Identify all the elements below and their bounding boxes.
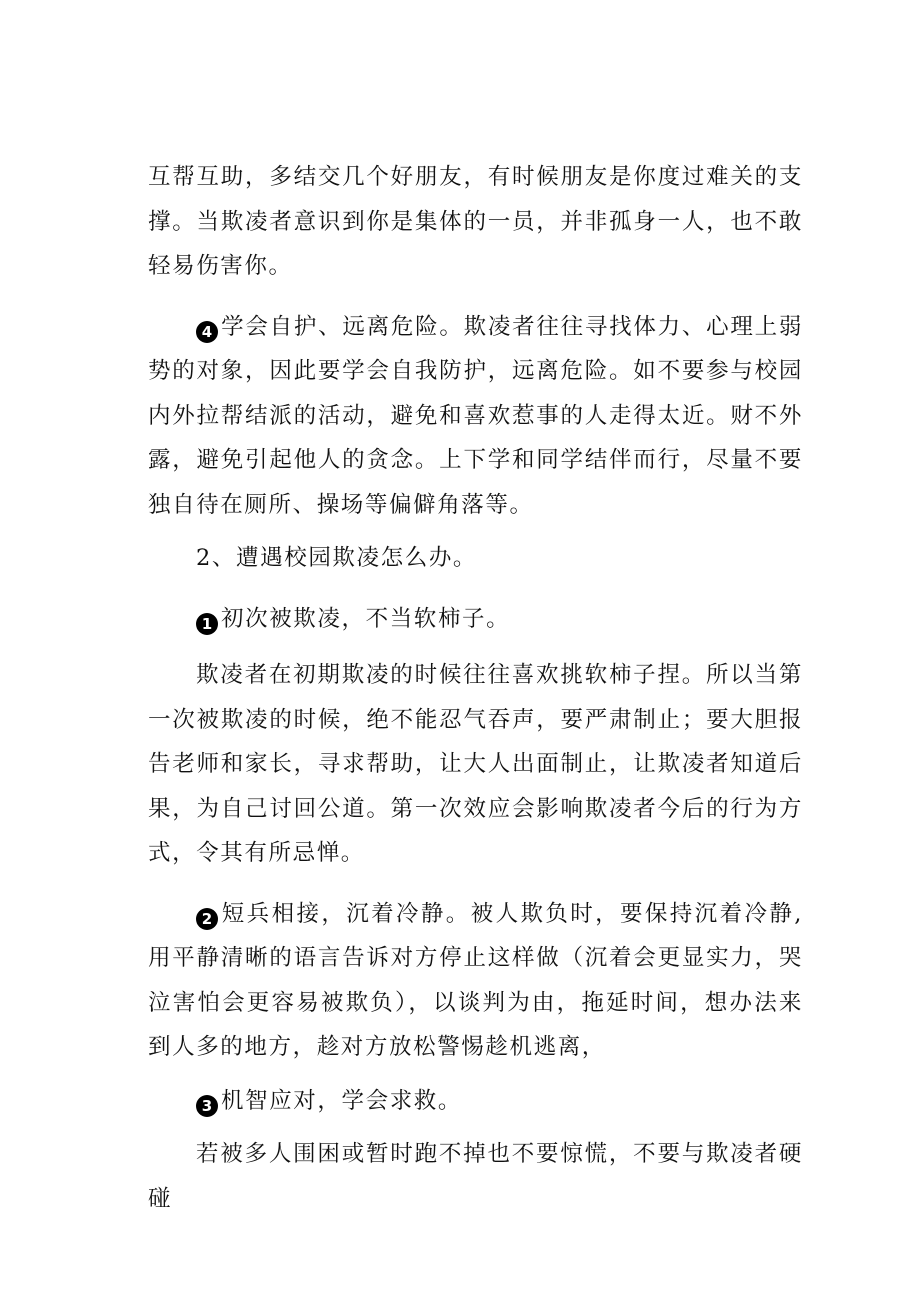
continued-paragraph: 互帮互助，多结交几个好朋友，有时候朋友是你度过难关的支撑。当欺凌者意识到你是集体的一员，并非孤身一人，也不敢轻易伤害你。 [148,164,803,279]
item-3-heading-text: 机智应对，学会求救。 [221,1087,463,1114]
item-2-paragraph [148,892,803,1070]
section-2-heading: 2、遭遇校园欺凌怎么办。 [196,545,478,571]
document-body [148,155,803,1221]
item-2-text: 短兵相接，沉着冷静。被人欺负时，要保持沉着冷静,用平静清晰的语言告诉对方停止这样做（沉着会更显实力，哭泣害怕会更容易被欺负），以谈判为由，拖延时间，想办法来到人多的地方，趁对方放松警惕趁机逃离， [148,900,803,1060]
item-3-body: 若被多人围困或暂时跑不掉也不要惊慌，不要与欺凌者硬碰 [148,1141,803,1212]
numbered-bullet-1-icon: 1 [196,613,218,635]
item-1-body: 欺凌者在初期欺凌的时候往往喜欢挑软柿子捏。所以当第一次被欺凌的时候，绝不能忍气吞声，要严肃制止；要大胆报告老师和家长，寻求帮助，让大人出面制止，让欺凌者知道后果，为自己讨回公道。第一次效应会影响欺凌者今后的行为方式，令其有所忌惮。 [148,662,803,866]
numbered-bullet-4-icon: 4 [196,321,218,343]
item-3-heading [148,1079,803,1124]
item-4-paragraph [148,305,803,528]
item-1-heading-text: 初次被欺凌，不当软柿子。 [221,605,511,632]
item-1-heading [148,597,803,642]
item-4-text: 学会自护、远离危险。欺凌者往往寻找体力、心理上弱势的对象，因此要学会自我防护，远离危险。如不要参与校园内外拉帮结派的活动，避免和喜欢惹事的人走得太近。财不外露，避免引起他人的贪念。上下学和同学结伴而行，尽量不要独自待在厕所、操场等偏僻角落等。 [148,313,803,518]
numbered-bullet-3-icon: 3 [196,1095,218,1117]
numbered-bullet-2-icon: 2 [196,908,218,930]
